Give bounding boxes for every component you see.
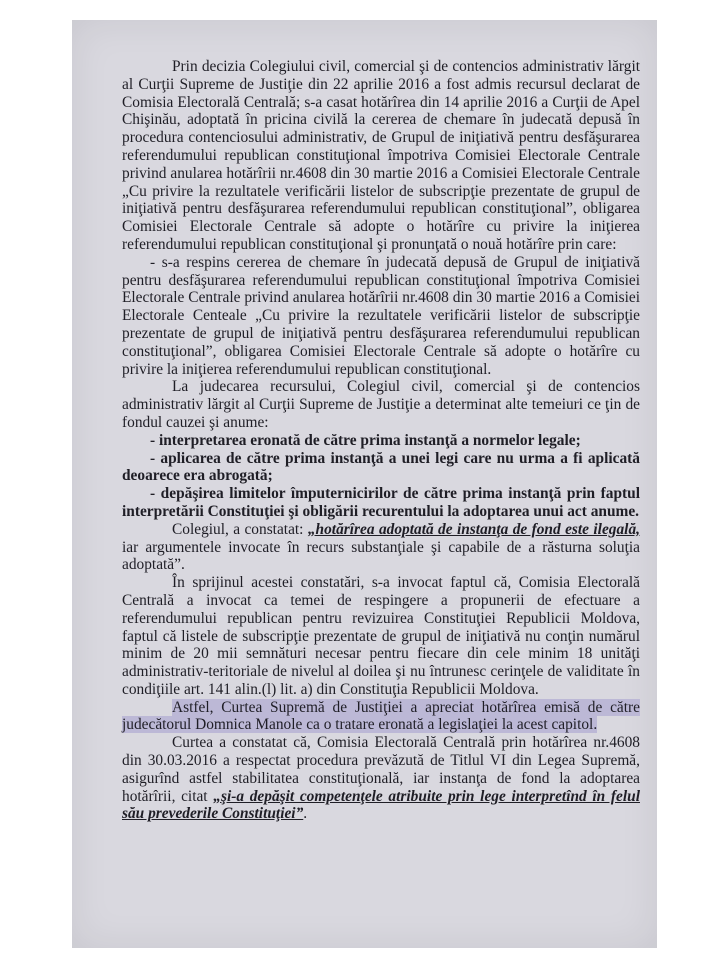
paragraph-support: În sprijinul acestei constatări, s-a invocat faptul că, Comisia Electorală Centrală a invocat ca temei de respingere a propunerii de efectuare a referendumului republican pentru revizuirea Constituţiei Republicii Moldova, faptul că listele de subscripţie prezentate de grupul de iniţiativă nu conţin numărul minim de 20 mii semnături necesar pentru fiecare din cele minim 18 unităţi administrativ-teritoriale de nivelul al doilea şi nu întrunesc cerinţele de validitate în condiţiile art. 141 alin.(l) lit. a) din Constituţia Republicii Moldova. bbox=[122, 574, 640, 698]
paragraph-decision: Prin decizia Colegiului civil, comercial şi de contencios administrativ lărgit al Curţii Supreme de Justiţie din 22 aprilie 2016 a fost admis recursul declarat de Comisia Electorală Centrală; s-a casat hotărîrea din 14 aprilie 2016 a Curţii de Apel Chişinău, adoptată în pricina civilă la cererea de chemare în judecată depusă în procedura contenciosului administrativ, de Grupul de iniţiativă pentru desfăşurarea referendumului republican constituţional împotriva Comisiei Electorale Centrale privind anularea hotărîrii nr.4608 din 30 martie 2016 a Comisiei Electorale Centrale „Cu privire la rezultatele verificării listelor de subscripţie prezentate de grupul de iniţiativă pentru desfăşurarea referendumului republican constituţional”, obligarea Comisiei Electorale Centrale să adopte o hotărîre cu privire la iniţierea referendumului republican constituţional şi pronunţată o nouă hotărîre prin care: bbox=[122, 58, 640, 253]
court-finding-end: . bbox=[303, 805, 308, 823]
court-finding-quote: „şi-a depăşit competenţele atribuite prin lege interpretînd în felul său prevederile Constituţiei” bbox=[122, 787, 640, 823]
ground-item-1: - interpretarea eronată de către prima instanţă a normelor legale; bbox=[150, 431, 581, 449]
paragraph-court-finding bbox=[122, 734, 640, 823]
document-page bbox=[72, 20, 657, 948]
paragraph-college-finding bbox=[122, 521, 640, 574]
finding-quote: „hotărîrea adoptată de instanţa de fond este ilegală, bbox=[307, 520, 640, 538]
paragraph-assessment bbox=[122, 699, 640, 735]
finding-rest: iar argumentele invocate în recurs substanţiale şi capabile de a răsturna soluţia adoptată”. bbox=[122, 538, 640, 574]
paragraph-rejected-claim: - s-a respins cererea de chemare în judecată depusă de Grupul de iniţiativă pentru desfăşurarea referendumului republican constituţional împotriva Comisiei Electorale Centrale privind anularea hotărîrii nr.4608 din 30 martie 2016 a Comisiei Electorale Centeale „Cu privire la rezultatele verificării listelor de subscripţie prezentate de grupul de iniţiativă pentru desfăşurarea referendumului republican constituţional”, obligarea Comisiei Electorale Centrale să adopte o hotărîre cu privire la iniţierea referendumului republican constituţional. bbox=[122, 253, 640, 378]
court-finding-intro: Curtea a constatat că, Comisia Electorală Centrală prin hotărîrea nr.4608 din 30.03.2016 a respectat procedura prevăzută de Titlul VI din Legea Supremă, asigurînd astfel stabilitatea constituţională, iar instanţa de fond la adoptarea hotărîrii, citat bbox=[122, 734, 640, 805]
ground-item-2: - aplicarea de către prima instanţă a unei legi care nu urma a fi aplicată deoarece era abrogată; bbox=[122, 449, 640, 485]
ground-item-3: - depăşirea limitelor împuternicirilor de către prima instanţă prin faptul interpretării Constituţiei şi obligării recurentului la adoptarea unui act anume. bbox=[122, 485, 640, 520]
document-body bbox=[122, 58, 640, 823]
finding-intro: Colegiul, a constatat: bbox=[172, 520, 308, 538]
highlighted-assessment: Astfel, Curtea Supremă de Justiţiei a apreciat hotărîrea emisă de către judecătorul Domnica Manole ca o tratare eronată a legislaţiei la acest capitol. bbox=[122, 698, 640, 734]
paragraph-grounds-intro: La judecarea recursului, Colegiul civil, comercial şi de contencios administrativ lărgit al Curţii Supreme de Justiţie a determinat alte temeiuri ce ţin de fondul cauzei şi anume: bbox=[122, 378, 640, 431]
